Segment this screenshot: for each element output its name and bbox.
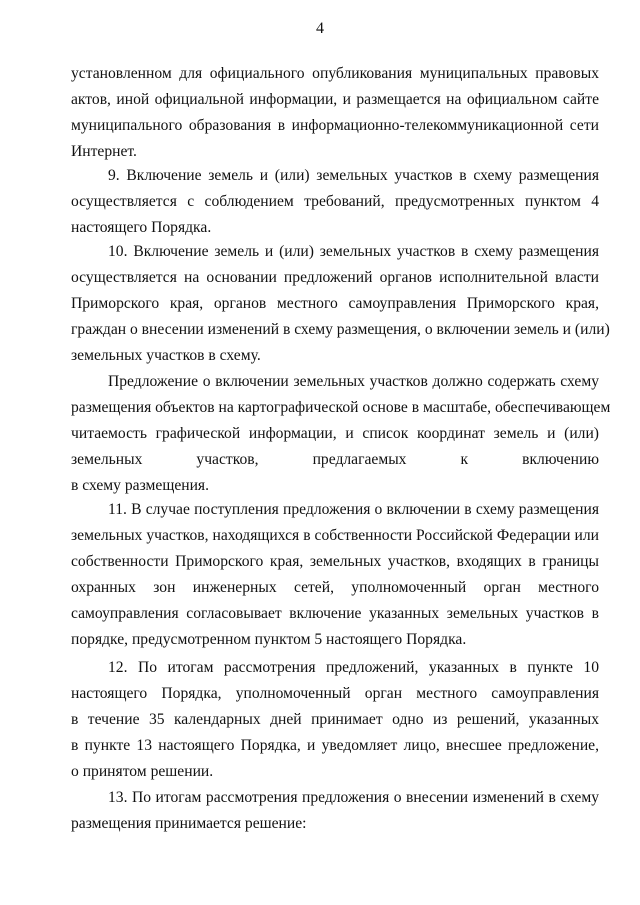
paragraph-13-line: 13. По итогам рассмотрения предложения о внесении изменений в схему bbox=[108, 789, 599, 806]
text-line: муниципального образования в информационно-телекоммуникационной сети bbox=[71, 117, 599, 134]
paragraph-12-line: 12. По итогам рассмотрения предложений, указанных в пункте 10 bbox=[108, 659, 599, 676]
text-line: размещения принимается решение: bbox=[71, 815, 307, 832]
text-line: осуществляется с соблюдением требований, предусмотренных пунктом 4 bbox=[71, 193, 599, 210]
text-line: читаемость графической информации, и список координат земель и (или) bbox=[71, 425, 599, 442]
text-line: собственности Приморского края, земельных участков, входящих в границы bbox=[71, 553, 599, 570]
text-line: земельных участков в схему. bbox=[71, 347, 261, 364]
text-line: Интернет. bbox=[71, 143, 137, 160]
text-line: актов, иной официальной информации, и размещается на официальном сайте bbox=[71, 91, 599, 108]
text-line: земельных участков, предлагаемых к включению bbox=[71, 451, 599, 468]
text-line: о принятом решении. bbox=[71, 763, 214, 780]
text-line: установленном для официального опубликования муниципальных правовых bbox=[71, 65, 599, 82]
paragraph-9-line: 9. Включение земель и (или) земельных участков в схему размещения bbox=[108, 167, 599, 184]
text-line: в схему размещения. bbox=[71, 477, 210, 494]
text-line: порядке, предусмотренном пунктом 5 настоящего Порядка. bbox=[71, 631, 467, 648]
text-line: осуществляется на основании предложений органов исполнительной власти bbox=[71, 269, 599, 286]
page-number: 4 bbox=[316, 20, 324, 37]
text-line: самоуправления согласовывает включение указанных земельных участков в bbox=[71, 605, 599, 622]
paragraph-10-line: 10. Включение земель и (или) земельных участков в схему размещения bbox=[108, 243, 599, 260]
text-line: граждан о внесении изменений в схему размещения, о включении земель и (или) bbox=[71, 321, 610, 338]
paragraph-11-line: 11. В случае поступления предложения о включении в схему размещения bbox=[108, 501, 599, 518]
text-line: в течение 35 календарных дней принимает одно из решений, указанных bbox=[71, 711, 599, 728]
paragraph-proposal-line: Предложение о включении земельных участков должно содержать схему bbox=[108, 373, 599, 390]
text-line: Приморского края, органов местного самоуправления Приморского края, bbox=[71, 295, 599, 312]
text-line: настоящего Порядка. bbox=[71, 219, 212, 236]
text-line: земельных участков, находящихся в собственности Российской Федерации или bbox=[71, 527, 599, 544]
text-line: настоящего Порядка, уполномоченный орган местного самоуправления bbox=[71, 685, 599, 702]
text-line: охранных зон инженерных сетей, уполномоченный орган местного bbox=[71, 579, 599, 596]
text-line: размещения объектов на картографической основе в масштабе, обеспечивающем bbox=[71, 399, 611, 416]
text-line: в пункте 13 настоящего Порядка, и уведомляет лицо, внесшее предложение, bbox=[71, 737, 599, 754]
